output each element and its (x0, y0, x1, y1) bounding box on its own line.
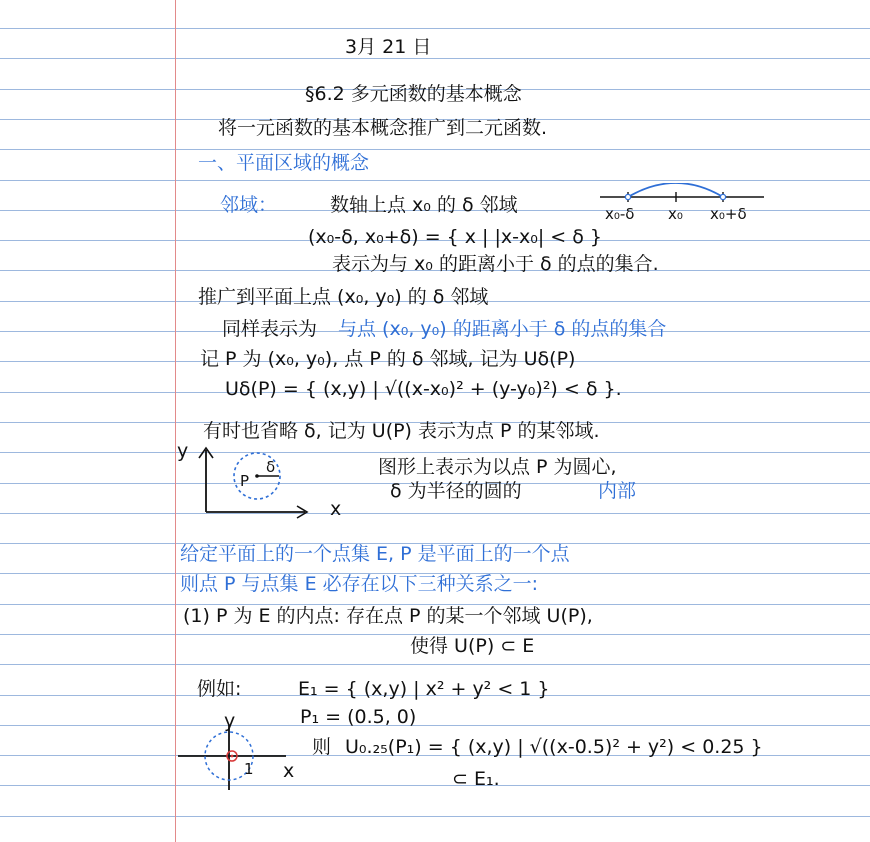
example-e1: E₁ = { (x,y) | x² + y² < 1 } (298, 678, 550, 700)
plane-formula: Uδ(P) = { (x,y) | √((x-x₀)² + (y-y₀)²) < δ }. (225, 378, 622, 400)
example-p1: P₁ = (0.5, 0) (300, 706, 417, 728)
example-figure (176, 715, 296, 795)
neighborhood-meaning: 表示为与 x₀ 的距离小于 δ 的点的集合. (332, 253, 659, 275)
ruled-line (0, 28, 870, 29)
ruled-line (0, 664, 870, 665)
ruled-line (0, 149, 870, 150)
interior-line-2: 使得 U(P) ⊂ E (410, 635, 535, 657)
figure1-caption-1: 图形上表示为以点 P 为圆心, (378, 456, 617, 478)
open-endpoint-left (625, 194, 630, 199)
figure1-x-label: x (330, 498, 342, 520)
given-line-1: 给定平面上的一个点集 E, P 是平面上的一个点 (180, 543, 570, 565)
open-endpoint-right (720, 194, 725, 199)
ruled-line (0, 725, 870, 726)
disc-figure (175, 438, 325, 528)
axis-label-mid: x₀ (668, 205, 683, 223)
neighborhood-label: 邻域： (220, 194, 278, 216)
figure1-p-label: P (240, 472, 250, 490)
plane-line-1: 推广到平面上点 (x₀, y₀) 的 δ 邻域 (198, 286, 489, 308)
axis-label-left: x₀-δ (605, 205, 635, 223)
figure1-caption-2: δ 为半径的圆的 (390, 480, 522, 502)
ruled-line (0, 58, 870, 59)
axis-label-right: x₀+δ (710, 205, 747, 223)
ruled-line (0, 785, 870, 786)
ruled-line (0, 452, 870, 453)
plane-line-2-black: 同样表示为 (222, 318, 318, 340)
plane-line-3: 记 P 为 (x₀, y₀), 点 P 的 δ 邻域, 记为 Uδ(P) (200, 348, 576, 370)
ruled-line (0, 513, 870, 514)
figure1-caption-interior: 内部 (598, 480, 637, 502)
ruled-line (0, 816, 870, 817)
example-fig-x: x (283, 760, 295, 782)
plane-line-2-blue: 与点 (x₀, y₀) 的距离小于 δ 的点的集合 (338, 318, 667, 340)
example-subset: ⊂ E₁. (452, 768, 500, 790)
example-label: 例如: (197, 678, 242, 700)
date-heading: 3月 21 日 (345, 36, 432, 58)
section-title: §6.2 多元函数的基本概念 (305, 83, 522, 105)
given-line-2: 则点 P 与点集 E 必存在以下三种关系之一: (180, 573, 539, 595)
intro-line: 将一元函数的基本概念推广到二元函数. (218, 117, 548, 139)
neighborhood-text: 数轴上点 x₀ 的 δ 邻域 (330, 194, 518, 216)
ruled-line (0, 180, 870, 181)
figure1-delta-label: δ (266, 458, 276, 476)
neighborhood-formula: (x₀-δ, x₀+δ) = { x | |x-x₀| < δ } (308, 226, 603, 248)
figure1-y-label: y (177, 440, 189, 462)
omit-delta-line: 有时也省略 δ, 记为 U(P) 表示为点 P 的某邻域. (203, 420, 600, 442)
interior-line-1: (1) P 为 E 的内点: 存在点 P 的某一个邻域 U(P), (183, 605, 593, 627)
point-p1 (231, 755, 234, 758)
example-fig-y: y (224, 710, 236, 732)
heading-plane-region: 一、平面区域的概念 (198, 152, 370, 174)
example-u-formula: U₀.₂₅(P₁) = { (x,y) | √((x-0.5)² + y²) < 0.25 } (345, 736, 763, 758)
example-fig-one: 1 (244, 760, 254, 778)
example-then: 则 (312, 736, 332, 758)
